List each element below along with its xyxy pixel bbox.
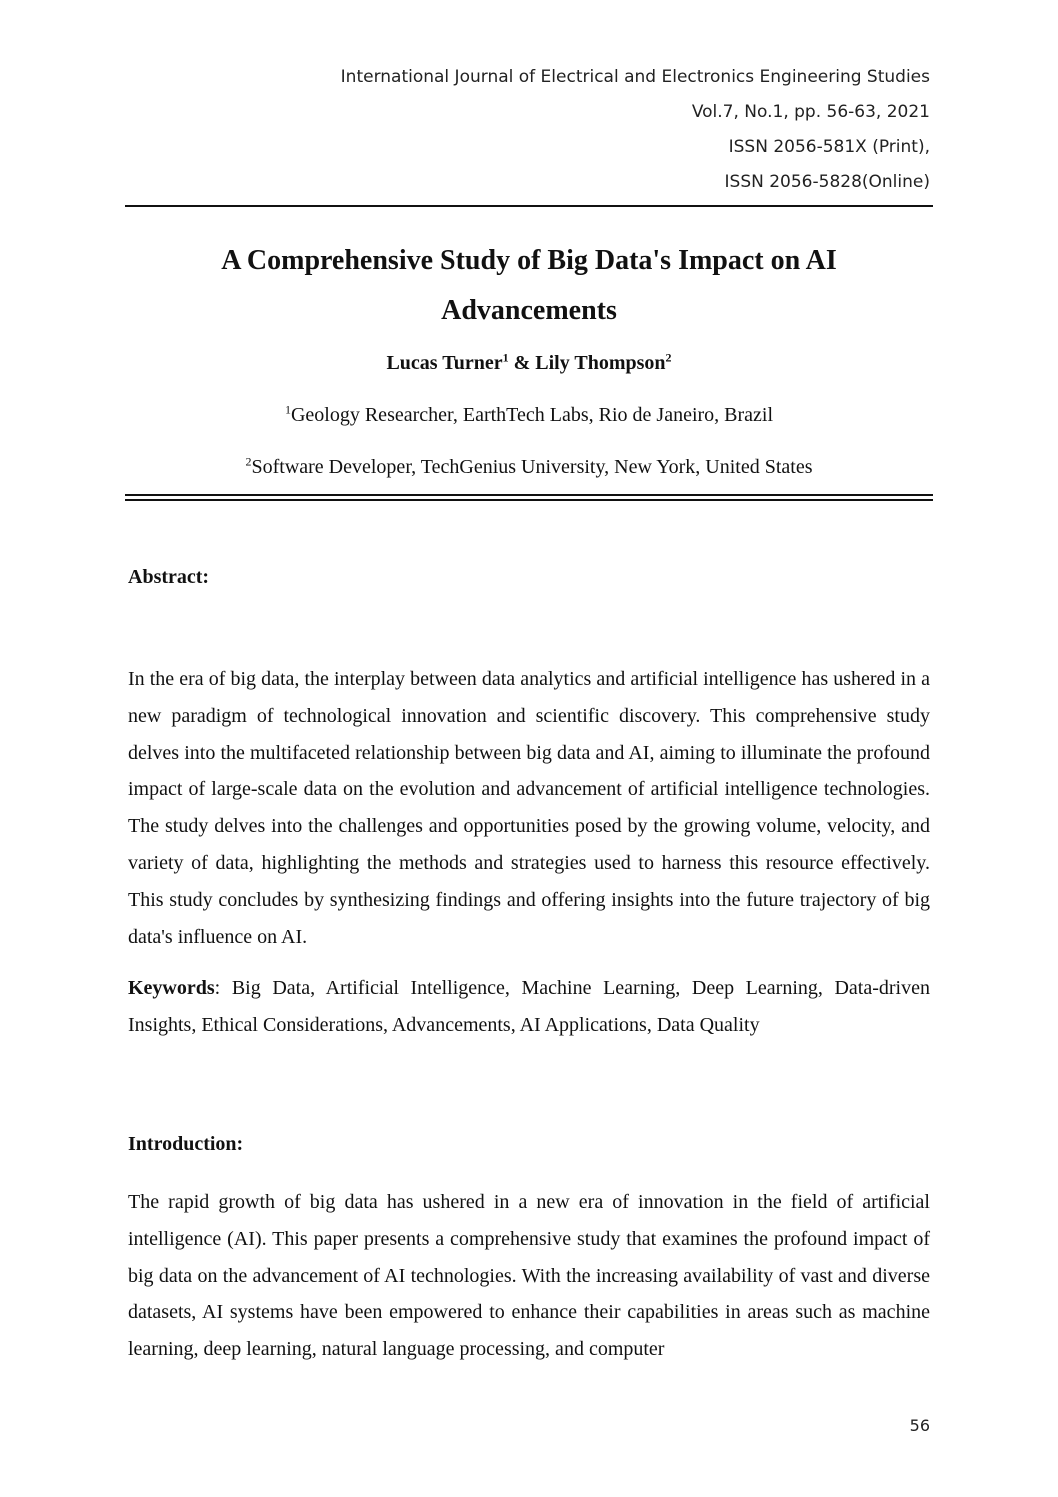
affiliation-2-text: Software Developer, TechGenius University, New York, United States	[251, 456, 813, 478]
author-separator: &	[508, 352, 536, 374]
affiliation-2	[125, 456, 933, 479]
affiliation-divider	[125, 494, 933, 501]
abstract-heading: Abstract:	[128, 566, 210, 588]
author-1: Lucas Turner	[386, 352, 503, 374]
introduction-body: The rapid growth of big data has ushered in a new era of innovation in the field of artificial intelligence (AI). This paper presents a comprehensive study that examines the profound impact of big data on the advancement of AI technologies. With the increasing availability of vast and diverse datasets, AI systems have been empowered to enhance their capabilities in areas such as machine learning, deep learning, natural language processing, and computer	[128, 1191, 930, 1361]
author-list	[125, 352, 933, 375]
author-2: Lily Thompson	[535, 352, 666, 374]
issn-print: ISSN 2056-581X (Print),	[728, 137, 930, 157]
paper-title	[125, 236, 933, 336]
keywords-text: : Big Data, Artificial Intelligence, Machine Learning, Deep Learning, Data-driven Insights, Ethical Considerations, Advancements, AI Applications, Data Quality	[128, 977, 930, 1036]
author-1-affiliation-mark: 1	[502, 350, 509, 365]
title-line-2: Advancements	[441, 295, 617, 326]
introduction-heading: Introduction:	[128, 1133, 244, 1155]
header-divider	[125, 205, 933, 207]
affiliation-1-text: Geology Researcher, EarthTech Labs, Rio de Janeiro, Brazil	[290, 404, 774, 426]
author-2-affiliation-mark: 2	[665, 350, 672, 365]
title-line-1: A Comprehensive Study of Big Data's Impact on AI	[221, 245, 837, 276]
abstract-body: In the era of big data, the interplay between data analytics and artificial intelligence has ushered in a new paradigm of technological innovation and scientific discovery. This comprehensive study delves into the multifaceted relationship between big data and AI, aiming to illuminate the profound impact of large-scale data on the evolution and advancement of artificial intelligence technologies. The study delves into the challenges and opportunities posed by the growing volume, velocity, and variety of data, highlighting the methods and strategies used to harness this resource effectively. This study concludes by synthesizing findings and offering insights into the future trajectory of big data's influence on AI.	[128, 668, 930, 948]
affiliation-1	[125, 404, 933, 427]
running-header	[341, 60, 930, 200]
volume-info: Vol.7, No.1, pp. 56-63, 2021	[691, 102, 930, 122]
journal-name: International Journal of Electrical and Electronics Engineering Studies	[340, 67, 930, 87]
page-number: 56	[909, 1416, 930, 1435]
keywords-label: Keywords	[128, 977, 215, 999]
keywords	[128, 970, 930, 1044]
issn-online: ISSN 2056-5828(Online)	[724, 172, 930, 192]
affiliation-2-mark: 2	[245, 454, 252, 469]
affiliation-1-mark: 1	[284, 402, 291, 417]
